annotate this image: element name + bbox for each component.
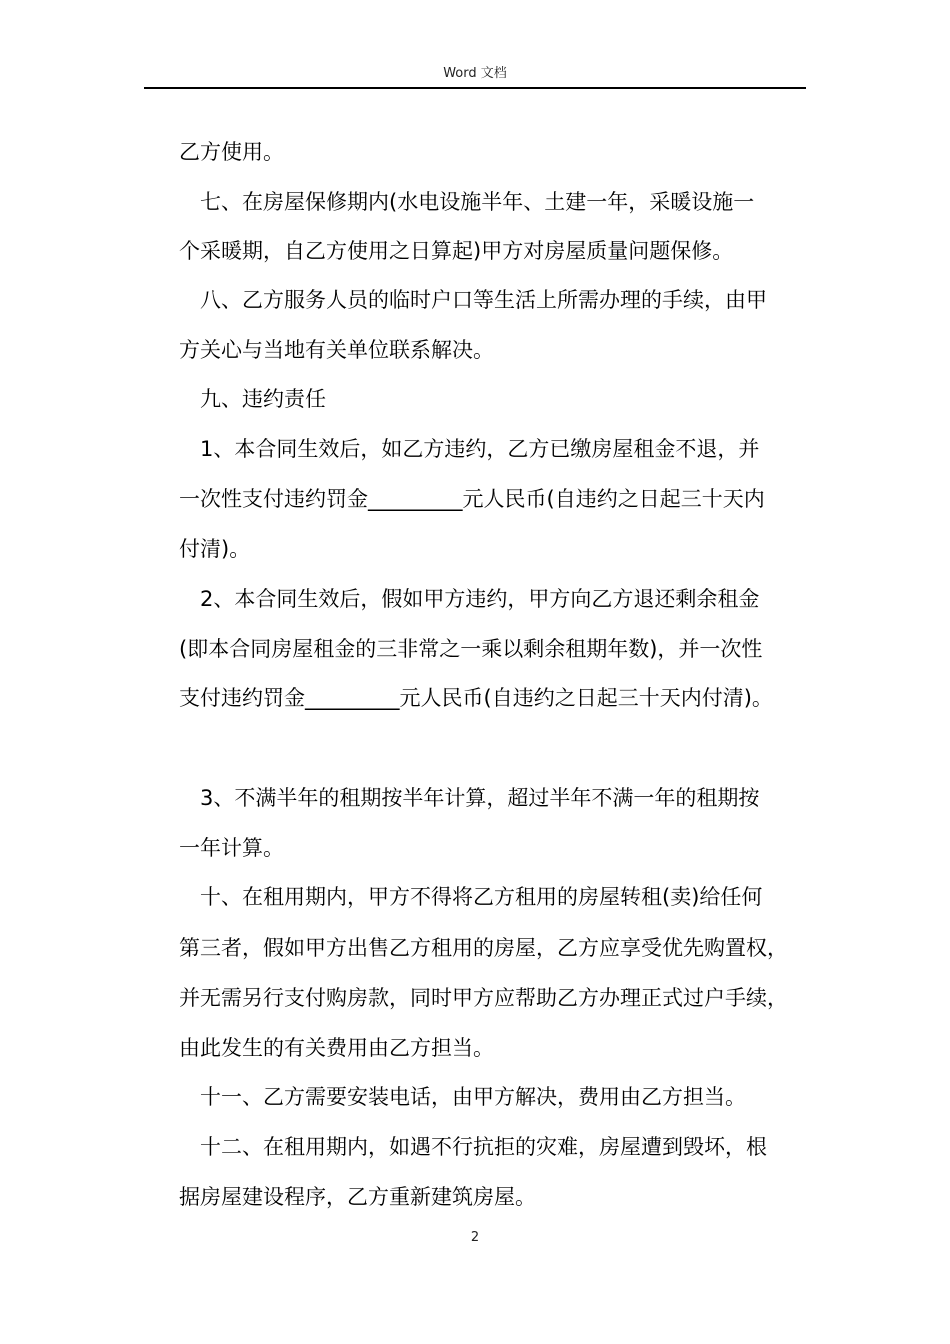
body-line: 由此发生的有关费用由乙方担当。 [179,1036,494,1060]
page-number: 2 [470,1230,480,1245]
body-line: 十一、乙方需要安装电话，由甲方解决，费用由乙方担当。 [200,1085,746,1109]
body-line: 支付违约罚金_________元人民币(自违约之日起三十天内付清)。 [179,686,773,710]
body-line: 3、不满半年的租期按半年计算，超过半年不满一年的租期按 [200,786,760,810]
page-header-title: Word 文档 [443,66,507,81]
body-line: (即本合同房屋租金的三非常之一乘以剩余租期年数)，并一次性 [179,637,763,661]
body-line: 2、本合同生效后，假如甲方违约，甲方向乙方退还剩余租金 [200,587,760,611]
body-line: 一次性支付违约罚金_________元人民币(自违约之日起三十天内 [179,487,765,511]
body-line: 一年计算。 [179,836,284,860]
body-line: 八、乙方服务人员的临时户口等生活上所需办理的手续，由甲 [200,288,767,312]
body-line: 方关心与当地有关单位联系解决。 [179,338,494,362]
body-line: 1、本合同生效后，如乙方违约，乙方已缴房屋租金不退，并 [200,437,760,461]
body-line: 九、违约责任 [200,387,326,411]
header-divider [144,87,806,89]
body-line: 七、在房屋保修期内(水电设施半年、土建一年，采暖设施一 [200,190,755,214]
body-line: 第三者，假如甲方出售乙方租用的房屋，乙方应享受优先购置权， [179,936,788,960]
body-line: 并无需另行支付购房款，同时甲方应帮助乙方办理正式过户手续， [179,986,788,1010]
body-line: 个采暖期，自乙方使用之日算起)甲方对房屋质量问题保修。 [179,239,734,263]
body-line: 付清)。 [179,537,251,561]
body-line: 据房屋建设程序，乙方重新建筑房屋。 [179,1185,536,1209]
body-line: 十、在租用期内，甲方不得将乙方租用的房屋转租(卖)给任何 [200,885,763,909]
body-line: 十二、在租用期内，如遇不行抗拒的灾难，房屋遭到毁坏，根 [200,1135,767,1159]
body-line: 乙方使用。 [179,140,284,164]
